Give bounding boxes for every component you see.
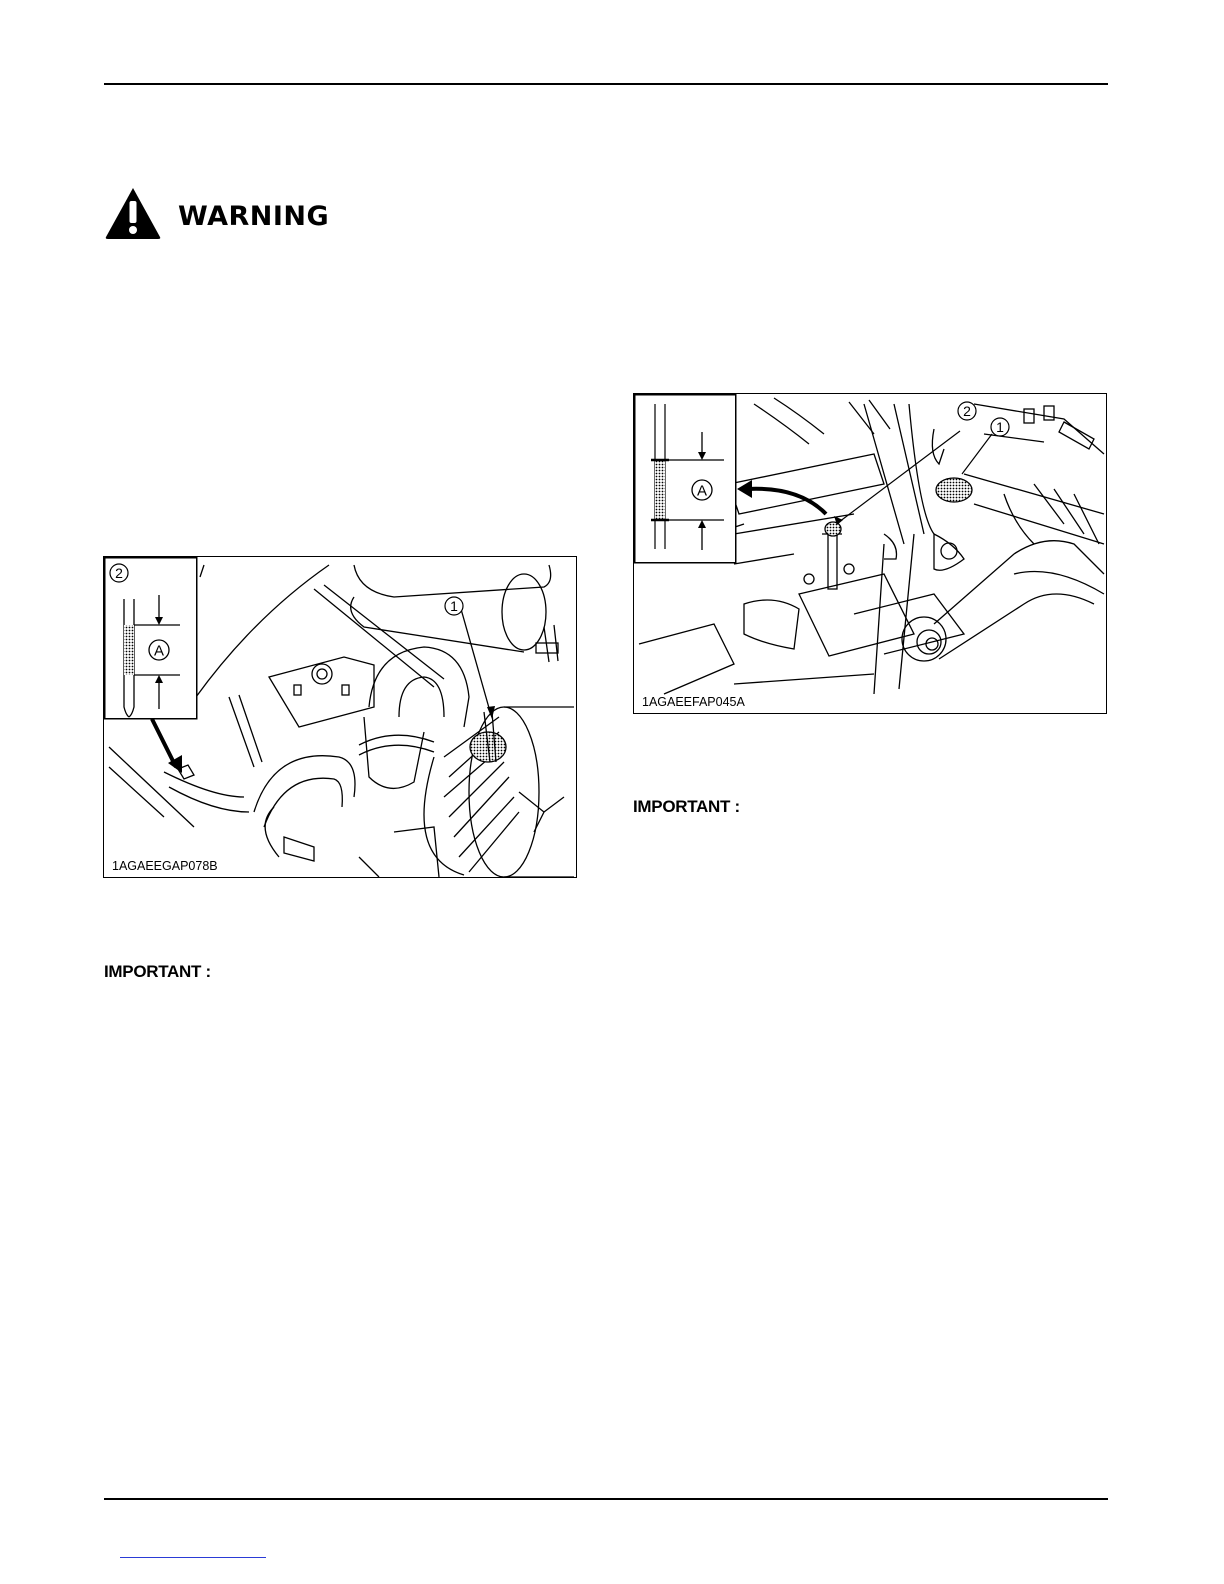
important-label-right — [633, 797, 740, 817]
figure-engine-oil-dipstick — [103, 556, 577, 878]
warning-banner — [104, 186, 329, 240]
left-figure-code: 1AGAEEGAP078B — [112, 859, 218, 873]
left-callout-1: 1 — [450, 598, 458, 614]
engine-illustration — [104, 557, 577, 878]
important-right-text: IMPORTANT — [633, 797, 731, 816]
footer-link-underline[interactable] — [120, 1557, 266, 1558]
warning-label: WARNING — [178, 200, 330, 232]
transmission-illustration — [634, 394, 1107, 714]
important-right-suffix: : — [730, 797, 740, 816]
figure-transmission-oil-gauge — [633, 393, 1107, 714]
bottom-rule — [104, 1498, 1108, 1500]
left-callout-2: 2 — [115, 565, 123, 581]
right-figure-code: 1AGAEEFAP045A — [642, 695, 745, 709]
right-callout-2: 2 — [963, 403, 971, 419]
important-label-left — [104, 962, 211, 982]
right-dim-label: A — [696, 482, 708, 500]
right-callout-1: 1 — [996, 419, 1004, 435]
important-left-text: IMPORTANT — [104, 962, 202, 981]
important-left-suffix: : — [201, 962, 211, 981]
left-dim-label: A — [153, 642, 165, 660]
top-rule — [104, 83, 1108, 85]
warning-triangle-icon — [104, 186, 162, 240]
